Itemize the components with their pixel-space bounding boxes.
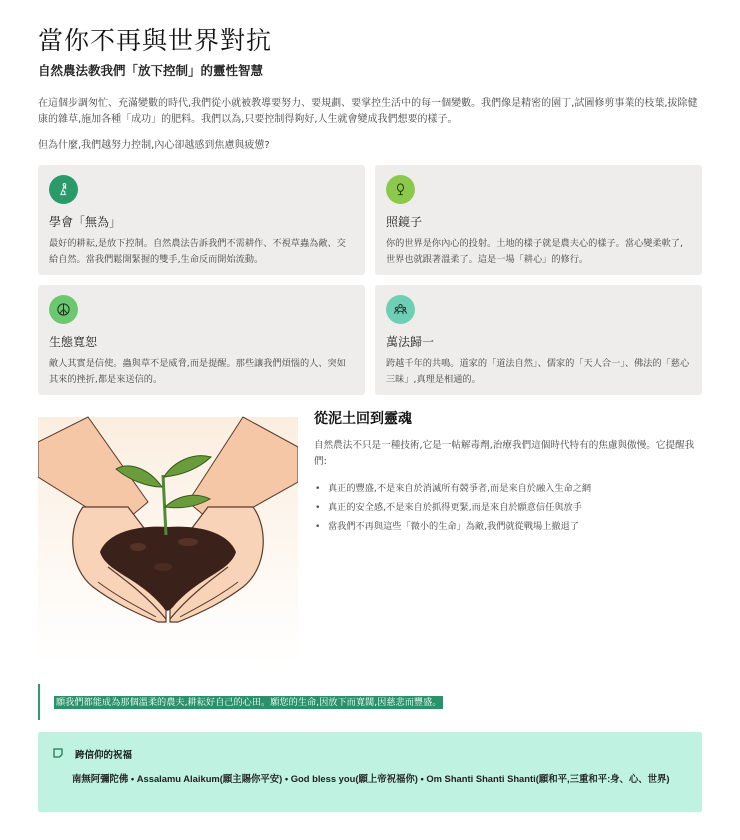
card-title: 照鏡子 xyxy=(386,215,423,229)
page-title: 當你不再與世界對抗 xyxy=(38,26,273,55)
card-title: 生態寬恕 xyxy=(49,335,98,349)
card-text: 跨越千年的共鳴。道家的「道法自然」、儒家的「天人合一」、佛法的「慈心三昧」,真理是相通的。 xyxy=(386,358,690,385)
card-mirror xyxy=(375,165,702,275)
soil-section xyxy=(38,407,702,667)
card-title: 學會「無為」 xyxy=(49,215,122,229)
mirror-icon xyxy=(386,175,415,204)
list-item: • 真正的安全感,不是來自於抓得更緊,而是來自於願意信任與放手 xyxy=(314,498,704,517)
intro-paragraph: 在這個步調匆忙、充滿變數的時代,我們從小就被教導要努力、要規劃、要掌控生活中的每一個變數。我們像是精密的園丁,試圖修剪事業的枝葉,拔除健康的雜草,施加各種「成功」的肥料。我們以為,只要控制得夠好,人生就會變成我們想要的樣子。 xyxy=(38,98,698,125)
card-text: 敵人其實是信使。蟲與草不是威脅,而是提醒。那些讓我們煩惱的人、突如其來的挫折,都是來送信的。 xyxy=(49,358,346,385)
blessing-text: 南無阿彌陀佛 • Assalamu Alaikum(願主賜你平安) • God bless you(願上帝祝福你) • Om Shanti Shanti Shanti(願和平,三重和平:身、心、世界) xyxy=(72,773,670,784)
card-forgiveness xyxy=(38,285,365,395)
hands-seedling-illustration xyxy=(38,407,298,667)
peace-icon xyxy=(49,295,78,324)
quote-text: 願我們都能成為那個溫柔的農夫,耕耘好自己的心田。願您的生命,因放下而寬闊,因慈悲而豐盛。 xyxy=(56,696,442,708)
card-oneness xyxy=(375,285,702,395)
blessing-header xyxy=(52,744,688,763)
list-item: • 真正的豐盛,不是來自於消滅所有競爭者,而是來自於融入生命之網 xyxy=(314,479,704,498)
praying-person-icon xyxy=(49,175,78,204)
section-text: 自然農法不只是一種技術,它是一帖解毒劑,治療我們這個時代特有的焦慮與傲慢。它提醒我們: xyxy=(314,440,695,467)
section-title: 從泥土回到靈魂 xyxy=(314,411,412,427)
list-item: • 當我們不再與這些「微小的生命」為敵,我們就從戰場上撤退了 xyxy=(314,517,704,536)
people-group-icon xyxy=(386,295,415,324)
principles-grid xyxy=(38,165,702,395)
note-icon xyxy=(52,744,64,763)
card-text: 最好的耕耘,是放下控制。自然農法告訴我們不需耕作、不視草蟲為敵、交給自然。當我們鬆開緊握的雙手,生命反而開始流動。 xyxy=(49,238,346,265)
card-title: 萬法歸一 xyxy=(386,335,435,349)
card-wuwei xyxy=(38,165,365,275)
intro-question: 但為什麼,我們越努力控制,內心卻越感到焦慮與疲憊? xyxy=(38,140,270,151)
blessing-title: 跨信仰的祝福 xyxy=(75,749,133,761)
page-subtitle: 自然農法教我們「放下控制」的靈性智慧 xyxy=(38,63,264,78)
closing-quote xyxy=(38,684,443,720)
blessing-callout xyxy=(38,732,702,812)
article xyxy=(38,24,702,667)
card-text: 你的世界是你內心的投射。土地的樣子就是農夫心的樣子。當心變柔軟了,世界也就跟著溫柔了。這是一場「耕心」的修行。 xyxy=(386,238,683,265)
reminder-list xyxy=(314,479,704,536)
soil-content xyxy=(314,409,704,536)
